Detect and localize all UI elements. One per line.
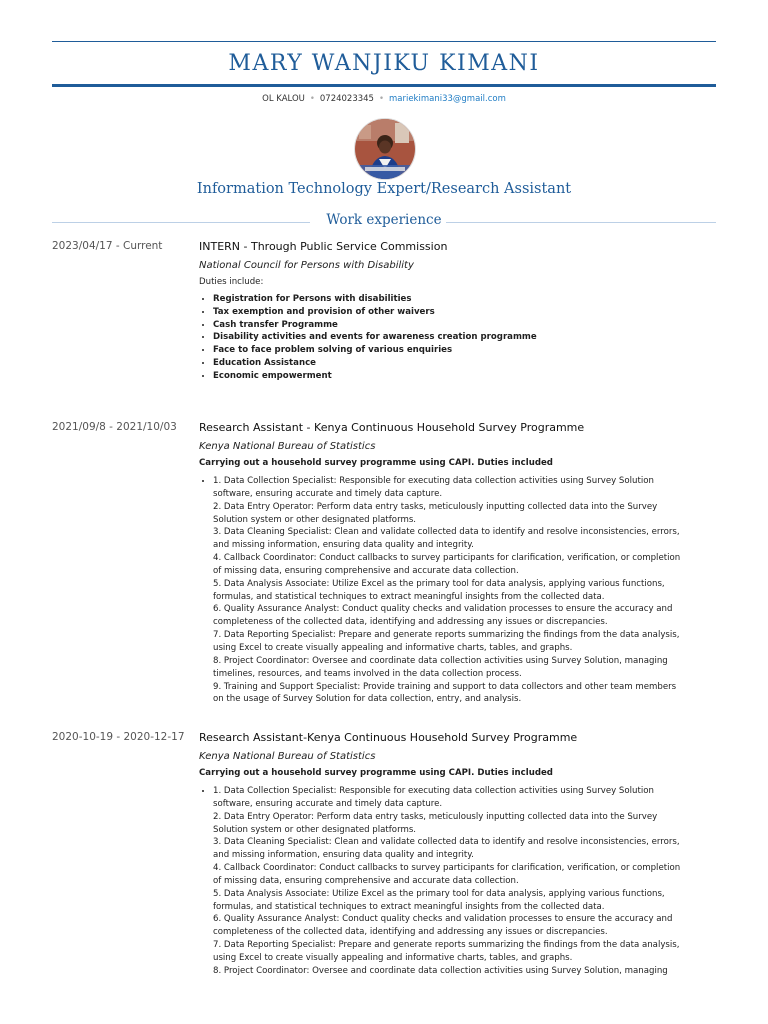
phone: 0724023345 xyxy=(319,94,374,104)
list-item: • Disability activities and events for awareness creation programme xyxy=(213,331,709,344)
duty-line: of missing data, ensuring comprehensive and accurate data collection. xyxy=(213,875,519,886)
duty-line: software, ensuring accurate and timely data capture. xyxy=(213,488,443,499)
job-organization: National Council for Persons with Disability xyxy=(199,260,414,271)
duty-line: 5. Data Analysis Associate: Utilize Excel as the primary tool for data analysis, applying various functions, xyxy=(213,578,665,589)
duty-line: 2. Data Entry Operator: Perform data entry tasks, meticulously inputting collected data into the Survey xyxy=(213,811,658,822)
job-intro: Duties include: xyxy=(199,277,264,287)
duty-line: software, ensuring accurate and timely data capture. xyxy=(213,798,443,809)
duty-line: 3. Data Cleaning Specialist: Clean and validate collected data to identify and resolve inconsistencies, errors, xyxy=(213,837,680,848)
duty-line: of missing data, ensuring comprehensive and accurate data collection. xyxy=(213,565,519,576)
duty-line: timelines, resources, and teams involved in the data collection process. xyxy=(213,668,522,679)
job-title: INTERN - Through Public Service Commission xyxy=(199,240,448,253)
profile-photo-image xyxy=(355,119,415,179)
duty-line: 6. Quality Assurance Analyst: Conduct quality checks and validation processes to ensure the accuracy and xyxy=(213,914,673,925)
duty-line: 2. Data Entry Operator: Perform data entry tasks, meticulously inputting collected data into the Survey xyxy=(213,501,658,512)
duty-line: 6. Quality Assurance Analyst: Conduct quality checks and validation processes to ensure the accuracy and xyxy=(213,604,673,615)
list-item xyxy=(213,475,709,706)
job-date: 2021/09/8 - 2021/10/03 xyxy=(52,421,177,433)
job-date: 2023/04/17 - Current xyxy=(52,240,163,252)
list-item xyxy=(213,785,709,978)
job-title: Research Assistant - Kenya Continuous Household Survey Programme xyxy=(199,421,585,434)
duty-line: on the usage of Survey Solution for data collection, entry, and analysis. xyxy=(213,694,522,705)
candidate-name: MARY WANJIKU KIMANI xyxy=(228,51,540,76)
duty-line: and missing information, ensuring data quality and integrity. xyxy=(213,540,474,551)
job-date: 2020-10-19 - 2020-12-17 xyxy=(52,731,185,743)
duty-line: 9. Training and Support Specialist: Provide training and support to data collectors and other team members xyxy=(213,681,677,692)
job-intro: Carrying out a household survey programme using CAPI. Duties included xyxy=(199,458,553,468)
duty-line: 7. Data Reporting Specialist: Prepare and generate reports summarizing the findings from the data analysis, xyxy=(213,940,680,951)
duties-list xyxy=(199,475,709,706)
job-organization: Kenya National Bureau of Statistics xyxy=(199,751,376,762)
headline: Information Technology Expert/Research Assistant xyxy=(196,181,572,197)
list-item: • Tax exemption and provision of other waivers xyxy=(213,306,709,319)
duty-line: and missing information, ensuring data quality and integrity. xyxy=(213,850,474,861)
duty-line: using Excel to create visually appealing and informative charts, tables, and graphs. xyxy=(213,952,573,963)
separator-dot: • xyxy=(309,94,315,104)
contact-line xyxy=(0,94,768,104)
duties-list xyxy=(199,293,709,383)
job-body xyxy=(199,421,709,706)
location: OL KALOU xyxy=(262,94,305,104)
duty-line: formulas, and statistical techniques to extract meaningful insights from the collected data. xyxy=(213,901,605,912)
duty-line: 5. Data Analysis Associate: Utilize Excel as the primary tool for data analysis, applying various functions, xyxy=(213,888,665,899)
profile-photo xyxy=(354,118,416,180)
duty-line: 8. Project Coordinator: Oversee and coordinate data collection activities using Survey Solution, managing xyxy=(213,655,668,666)
duty-line: formulas, and statistical techniques to extract meaningful insights from the collected data. xyxy=(213,591,605,602)
email-link[interactable]: mariekimani33@gmail.com xyxy=(388,94,506,104)
list-item: • Education Assistance xyxy=(213,357,709,370)
duty-line: Solution system or other designated platforms. xyxy=(213,514,417,525)
job-title: Research Assistant-Kenya Continuous Household Survey Programme xyxy=(199,731,578,744)
duty-line: • 1. Data Collection Specialist: Responsible for executing data collection activities using Survey Solution xyxy=(213,786,654,796)
top-rule xyxy=(52,41,716,42)
list-item: • Registration for Persons with disabilities xyxy=(213,293,709,306)
header-rule xyxy=(52,84,716,87)
list-item: • Face to face problem solving of various enquiries xyxy=(213,344,709,357)
duty-line: 7. Data Reporting Specialist: Prepare and generate reports summarizing the findings from the data analysis, xyxy=(213,630,680,641)
section-title: Work experience xyxy=(326,212,442,228)
duty-line: completeness of the collected data, identifying and addressing any issues or discrepancies. xyxy=(213,927,608,938)
section-work-experience xyxy=(52,212,716,232)
duties-list xyxy=(199,785,709,978)
duty-line: Solution system or other designated platforms. xyxy=(213,824,417,835)
duty-line: using Excel to create visually appealing and informative charts, tables, and graphs. xyxy=(213,642,573,653)
duty-line: 8. Project Coordinator: Oversee and coordinate data collection activities using Survey Solution, managing xyxy=(213,965,668,976)
duty-line: • 1. Data Collection Specialist: Responsible for executing data collection activities using Survey Solution xyxy=(213,476,654,486)
duty-line: 4. Callback Coordinator: Conduct callbacks to survey participants for clarification, verification, or completion xyxy=(213,553,681,564)
job-body xyxy=(199,731,709,978)
job-body xyxy=(199,240,709,383)
job-intro: Carrying out a household survey programme using CAPI. Duties included xyxy=(199,768,553,778)
separator-dot: • xyxy=(378,94,384,104)
duty-line: 4. Callback Coordinator: Conduct callbacks to survey participants for clarification, verification, or completion xyxy=(213,863,681,874)
list-item: • Economic empowerment xyxy=(213,370,709,383)
duty-line: 3. Data Cleaning Specialist: Clean and validate collected data to identify and resolve inconsistencies, errors, xyxy=(213,527,680,538)
job-organization: Kenya National Bureau of Statistics xyxy=(199,441,376,452)
list-item: • Cash transfer Programme xyxy=(213,319,709,332)
duty-line: completeness of the collected data, identifying and addressing any issues or discrepancies. xyxy=(213,617,608,628)
